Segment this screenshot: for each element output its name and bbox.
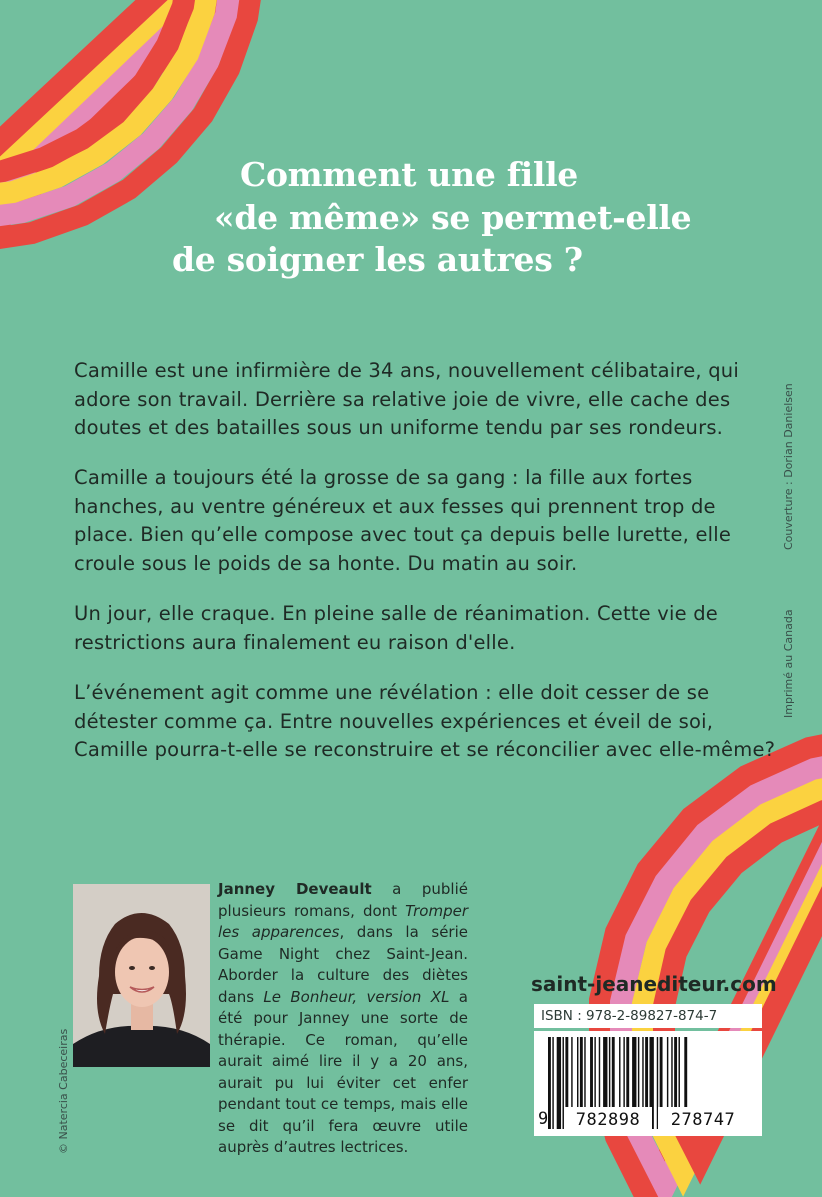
barcode-digits (534, 1107, 762, 1133)
author-bio-part-2: , dans la série Game Night chez Saint-Jean. Aborder la culture des diètes dans (218, 923, 468, 1006)
headline-line-3: de soigner les autres ? (172, 240, 583, 279)
isbn-label: ISBN : 978-2-89827-874-7 (534, 1004, 762, 1028)
author-bio-part-3: a été pour Janney une sorte de thérapie. Ce roman, qu’elle aurait aimé lire il y a 20 ans, aurait pu lui éviter cet enfer pendant tout ce temps, mais elle se dit qu’il fera œuvre utile auprès d’autres lectrices. (218, 987, 468, 1156)
book-title-bonheur: Le Bonheur, version XL (263, 987, 450, 1006)
headline-line-1: Comment une fille (240, 155, 579, 194)
publisher-website: saint-jeanediteur.com (531, 972, 777, 996)
synopsis-paragraph-3: Un jour, elle craque. En pleine salle de réanimation. Cette vie de restrictions aura finalement eu raison d'elle. (74, 602, 718, 654)
photo-credit: © Natercia Cabeceiras (57, 1028, 70, 1154)
author-name: Janney Deveault (218, 880, 372, 898)
synopsis-paragraph-1: Camille est une infirmière de 34 ans, nouvellement célibataire, qui adore son travail. Derrière sa relative joie de vivre, elle cache des doutes et des batailles sous un uniforme tendu par ses rondeurs. (74, 359, 739, 439)
barcode-digits-right: 278747 (658, 1107, 748, 1133)
barcode (534, 1031, 762, 1136)
barcode-digit-first: 9 (538, 1109, 549, 1129)
book-title-tromper: Tromper les apparences (218, 901, 468, 941)
printed-in-credit: Imprimé au Canada (782, 609, 795, 718)
author-bio (218, 879, 468, 1159)
author-bio-part-1: a publié plusieurs romans, dont (218, 880, 468, 920)
barcode-digits-left: 782898 (564, 1107, 652, 1133)
headline-line-2: «de même» se permet-elle (214, 198, 692, 237)
cover-design-credit: Couverture : Dorian Danielsen (782, 383, 795, 550)
author-photo (73, 884, 210, 1067)
synopsis-paragraph-4: L’événement agit comme une révélation : elle doit cesser de se détester comme ça. Entre nouvelles expériences et éveil de soi, Camille pourra-t-elle se reconstruire et se réconcilier avec elle-même? (74, 681, 776, 761)
synopsis-paragraph-2: Camille a toujours été la grosse de sa gang : la fille aux fortes hanches, au ventre généreux et aux fesses qui prennent trop de place. Bien qu’elle compose avec tout ça depuis belle lurette, elle croule sous le poids de sa honte. Du matin au soir. (74, 466, 732, 575)
